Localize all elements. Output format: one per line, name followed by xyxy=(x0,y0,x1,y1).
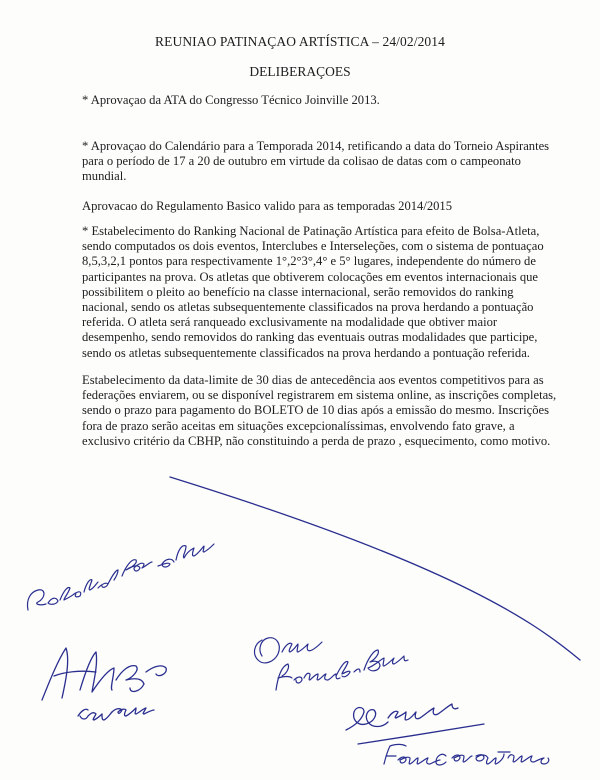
signature-2 xyxy=(42,648,166,720)
signature-3 xyxy=(255,638,408,690)
ink-sweep-line xyxy=(170,477,580,660)
signature-4 xyxy=(346,704,484,744)
document-subtitle: DELIBERAÇOES xyxy=(249,64,351,79)
signature-5 xyxy=(384,745,549,766)
document-title: REUNIAO PATINAÇAO ARTÍSTICA – 24/02/2014 xyxy=(155,34,445,49)
deliberation-paragraph-5: Estabelecimento da data-limite de 30 dias de antecedência aos eventos competitivos para as federações enviarem, ou se disponível registrarem em sistema online, as inscrições completas, sendo o prazo para pagamento do BOLETO de 10 dias após a emissão do mesmo. Inscrições fora de prazo serão aceitas em situações excepcionalíssimas, envolvendo fato grave, a exclusivo critério da CBHP, não constituindo a perda de prazo , esquecimento, como motivo. xyxy=(82,373,557,448)
deliberation-paragraph-4: * Estabelecimento do Ranking Nacional de Patinação Artística para efeito de Bolsa-Atleta, sendo computados os dois eventos, Interclubes e Interseleções, com o sistema de pontuaçao 8,5,3,2,1 pontos para respectivamente 1°,2°3°,4° e 5° lugares, independente do número de participantes na prova. Os atletas que obtiverem colocações em eventos internacionais que possibilitem o pleito ao benefício na classe internacional, serão removidos do ranking nacional, sendo os atletas subsequentemente classificados na prova herdando a pontuação referida. O atleta será ranqueado exclusivamente na modalidade que obtiver maior desempenho, sendo removidos do ranking das eventuais outras modalidades que participe, sendo os atletas subsequentemente classificados na prova herdando a pontuação referida. xyxy=(82,224,544,360)
deliberation-paragraph-1: * Aprovaçao da ATA do Congresso Técnico Joinville 2013. xyxy=(82,93,380,107)
deliberation-paragraph-2: * Aprovaçao do Calendário para a Temporada 2014, retificando a data do Torneio Aspirantes para o período de 17 a 20 de outubro em virtude da colisao de datas com o campeonato mundial. xyxy=(82,139,550,184)
signature-1 xyxy=(27,544,214,610)
deliberation-paragraph-3: Aprovacao do Regulamento Basico valido para as temporadas 2014/2015 xyxy=(82,199,453,213)
